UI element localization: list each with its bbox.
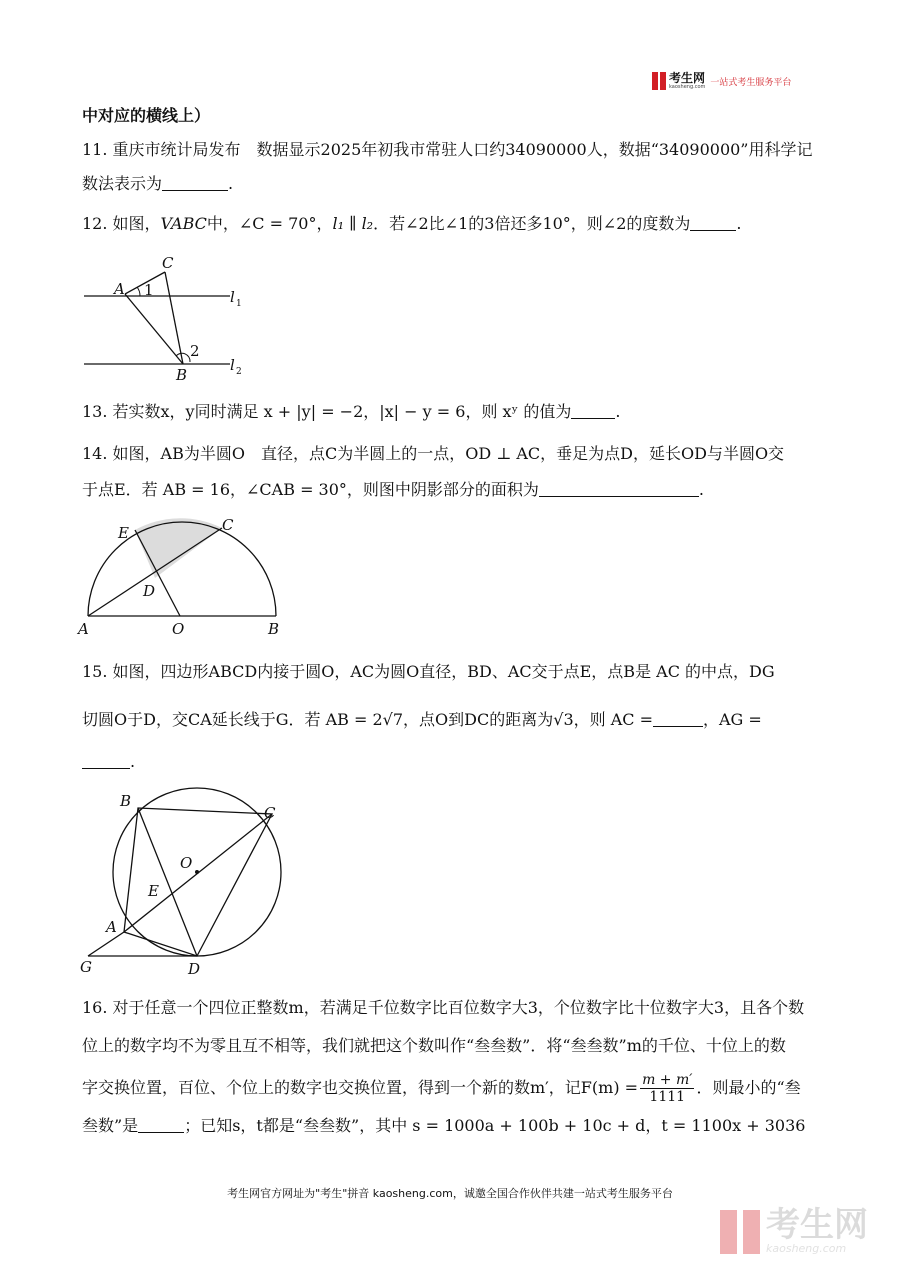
watermark-logo-icon: [720, 1210, 760, 1254]
label-D: D: [188, 960, 201, 978]
q16-line2: 位上的数字均不为零且互不相等，我们就把这个数叫作“叁叁数”．将“叁叁数”m的千位、十位上的数: [82, 1036, 786, 1055]
segment-BD: [138, 808, 197, 956]
label-angle-2: 2: [190, 342, 200, 360]
label-A: A: [106, 918, 117, 936]
q13-text: 13. 若实数x，y同时满足 x + |y| = −2，|x| − y = 6，则 xʸ 的值为: [82, 402, 572, 421]
q14-text: 于点E．若 AB = 16，∠CAB = 30°，则图中阴影部分的面积为: [82, 480, 539, 499]
label-O: O: [180, 854, 193, 872]
label-angle-1: 1: [144, 281, 154, 299]
header-slogan: 一站式考生服务平台: [710, 77, 792, 88]
q15-line1: 15. 如图，四边形ABCD内接于圆O，AC为圆O直径，BD、AC交于点E，点B是 AC 的中点，DG: [82, 662, 775, 681]
q16-line4b: ；已知s，t都是“叁叁数”，其中 s = 1000a + 100b + 10c + d，t = 1100x + 3036: [184, 1116, 806, 1135]
header-logo: [652, 72, 791, 90]
label-B: B: [120, 792, 132, 810]
q14-answer-blank[interactable]: [539, 480, 699, 497]
label-A: A: [114, 280, 125, 298]
footer: 考生网官方网址为"考生"拼音 kaosheng.com，诚邀全国合作伙伴共建一站式考生服务平台: [227, 1187, 673, 1200]
label-E: E: [148, 882, 159, 900]
q11-answer-blank[interactable]: [162, 174, 228, 191]
label-l1-sub: 1: [236, 299, 242, 309]
q12-line: 12. 如图，VABC中，∠C = 70°，l₁ ∥ l₂．若∠2比∠1的3倍还多10°，则∠2的度数为 .: [82, 214, 742, 233]
q12-mid: 中，∠C = 70°，: [206, 214, 333, 233]
q11-line2: 数法表示为 .: [82, 174, 234, 193]
q14-line2: 于点E．若 AB = 16，∠CAB = 30°，则图中阴影部分的面积为 .: [82, 480, 705, 499]
q15-answer-ac-blank[interactable]: [653, 710, 703, 727]
watermark-text: 考生网: [766, 1205, 868, 1245]
label-B: B: [268, 620, 280, 638]
label-O: O: [172, 620, 185, 638]
q16-line3a: 字交换位置，百位、个位上的数字也交换位置，得到一个新的数m′，记F(m) =: [82, 1078, 639, 1097]
q16-line3: [82, 1072, 801, 1105]
shaded-region: [135, 518, 222, 578]
label-l2: l: [230, 356, 235, 374]
logo-icon: [652, 72, 666, 90]
q12-figure: [80, 252, 260, 382]
watermark-sub: kaosheng.com: [766, 1242, 847, 1255]
q16-line4a: 叁数”是: [82, 1116, 139, 1135]
q15-line2: [82, 708, 762, 732]
logo-sub: kaosheng.com: [669, 84, 706, 90]
q16-line3b: ．则最小的“叁: [696, 1078, 801, 1097]
label-l1: l: [230, 288, 235, 306]
q16-answer-blank[interactable]: [138, 1116, 184, 1133]
label-A: A: [78, 620, 89, 638]
logo-text: 考生网: [669, 71, 706, 85]
q15-line3: [82, 750, 135, 774]
watermark: [720, 1205, 868, 1255]
q12-triangle: VABC: [160, 214, 207, 233]
q16-line4: [82, 1114, 805, 1138]
q15-answer-ag-blank[interactable]: [82, 752, 130, 769]
q16-line1: 16. 对于任意一个四位正整数m，若满足千位数字比百位数字大3，个位数字比十位数字大3，且各个数: [82, 998, 805, 1017]
label-G: G: [80, 958, 92, 976]
center-dot: [195, 870, 199, 874]
q13-answer-blank[interactable]: [571, 402, 615, 419]
q15-text: 切圆O于D，交CA延长线于G．若 AB = 2√7，点O到DC的距离为√3，则 AC =: [82, 710, 653, 729]
q12-parallel: l₁ ∥ l₂: [332, 214, 374, 233]
q12-answer-blank[interactable]: [690, 214, 736, 231]
q16-fraction: [640, 1072, 694, 1105]
q15-period: .: [130, 752, 136, 771]
angle-1-arc: [137, 287, 140, 296]
segment-AB: [125, 294, 183, 364]
label-E: E: [118, 524, 129, 542]
q14-line1: 14. 如图，AB为半圆O 直径，点C为半圆上的一点，OD ⊥ AC，垂足为点D，延长OD与半圆O交: [82, 444, 785, 463]
label-D: D: [143, 582, 156, 600]
label-C: C: [264, 804, 276, 822]
q14-figure: [76, 512, 296, 640]
q15-text-ag: ，AG =: [703, 710, 762, 729]
label-l2-sub: 2: [236, 367, 242, 377]
q16-frac-num: m + m′: [642, 1072, 693, 1088]
section-title: 中对应的横线上）: [82, 106, 211, 125]
q11-line1: 11. 重庆市统计局发布 数据显示2025年初我市常驻人口约34090000人，数据“34090000”用科学记: [82, 140, 813, 159]
q16-frac-den: 1111: [649, 1089, 686, 1105]
label-B: B: [176, 366, 188, 382]
q13-line: 13. 若实数x，y同时满足 x + |y| = −2，|x| − y = 6，则 xʸ 的值为 .: [82, 402, 621, 421]
q12-num: 12. 如图，: [82, 214, 161, 233]
label-C: C: [222, 516, 234, 534]
label-C: C: [162, 254, 174, 272]
q11-text: 数法表示为: [82, 174, 163, 193]
q12-rest: ．若∠2比∠1的3倍还多10°，则∠2的度数为: [373, 214, 691, 233]
segment-CB: [165, 272, 183, 364]
q15-figure: [78, 786, 298, 982]
